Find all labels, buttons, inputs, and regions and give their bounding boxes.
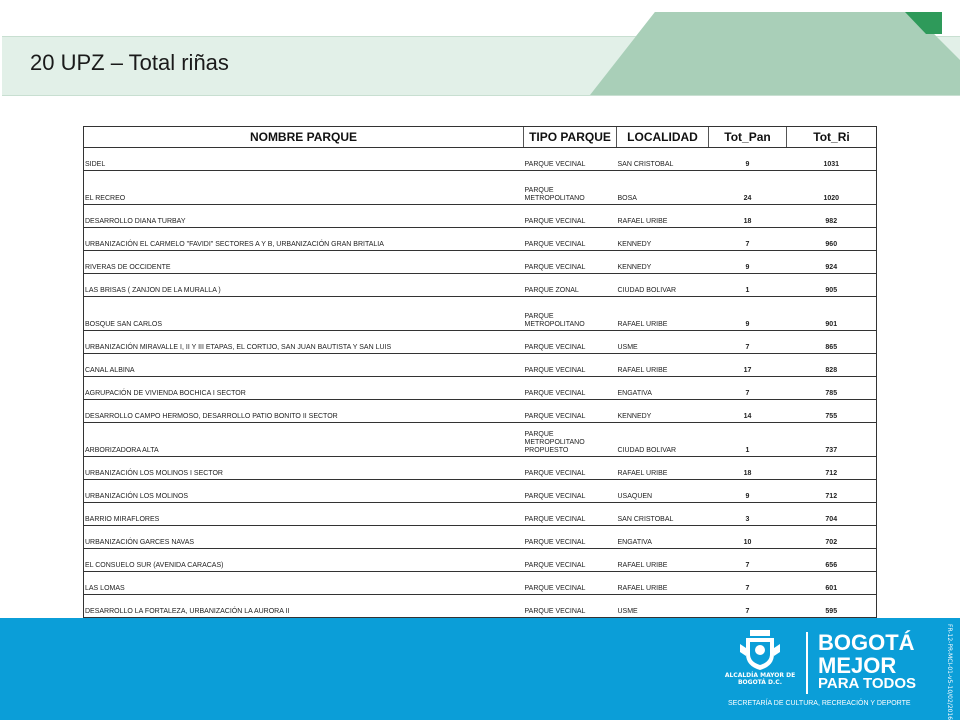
cell-tipo-parque: PARQUE VECINAL — [524, 400, 617, 423]
cell-nombre-parque: ARBORIZADORA ALTA — [84, 423, 524, 457]
cell-tot-ri: 865 — [787, 331, 877, 354]
parks-table — [83, 126, 877, 618]
cell-tot-ri: 1020 — [787, 171, 877, 205]
cell-tipo-parque: PARQUE VECINAL — [524, 457, 617, 480]
table-row — [84, 331, 877, 354]
doc-code-vertical — [943, 624, 955, 720]
cell-tot-pan: 18 — [709, 457, 787, 480]
cell-tipo-parque: PARQUE VECINAL — [524, 228, 617, 251]
cell-tot-ri: 656 — [787, 549, 877, 572]
cell-localidad: BOSA — [617, 171, 709, 205]
cell-tot-ri: 702 — [787, 526, 877, 549]
cell-localidad: SAN CRISTOBAL — [617, 503, 709, 526]
cell-nombre-parque: RIVERAS DE OCCIDENTE — [84, 251, 524, 274]
cell-tot-pan: 9 — [709, 297, 787, 331]
cell-localidad: KENNEDY — [617, 251, 709, 274]
alcaldia-label: ALCALDÍA MAYOR DE BOGOTÁ D.C. — [724, 672, 796, 686]
table-row — [84, 549, 877, 572]
table-row — [84, 377, 877, 400]
cell-tipo-parque: PARQUE VECINAL — [524, 354, 617, 377]
cell-tot-ri: 737 — [787, 423, 877, 457]
header-tipo-parque: TIPO PARQUE — [524, 127, 617, 148]
cell-tot-pan: 7 — [709, 595, 787, 618]
alcaldia-shield-icon — [738, 628, 782, 672]
cell-tot-pan: 24 — [709, 171, 787, 205]
cell-tipo-parque: PARQUE VECINAL — [524, 377, 617, 400]
table-row — [84, 171, 877, 205]
cell-tot-pan: 7 — [709, 331, 787, 354]
cell-tot-pan: 14 — [709, 400, 787, 423]
table-row — [84, 526, 877, 549]
cell-nombre-parque: LAS BRISAS ( ZANJON DE LA MURALLA ) — [84, 274, 524, 297]
header-tot-pan: Tot_Pan — [709, 127, 787, 148]
cell-tipo-parque: PARQUE VECINAL — [524, 526, 617, 549]
cell-tot-ri: 901 — [787, 297, 877, 331]
cell-tot-pan: 18 — [709, 205, 787, 228]
cell-tot-ri: 905 — [787, 274, 877, 297]
cell-nombre-parque: DESARROLLO LA FORTALEZA, URBANIZACIÓN LA AURORA II — [84, 595, 524, 618]
cell-tot-pan: 7 — [709, 377, 787, 400]
cell-nombre-parque: DESARROLLO CAMPO HERMOSO, DESARROLLO PATIO BONITO II SECTOR — [84, 400, 524, 423]
cell-nombre-parque: LAS LOMAS — [84, 572, 524, 595]
cell-localidad: USME — [617, 595, 709, 618]
table-row — [84, 503, 877, 526]
cell-tot-ri: 595 — [787, 595, 877, 618]
cell-nombre-parque: BOSQUE SAN CARLOS — [84, 297, 524, 331]
header-nombre-parque: NOMBRE PARQUE — [84, 127, 524, 148]
cell-localidad: RAFAEL URIBE — [617, 354, 709, 377]
table-row — [84, 148, 877, 171]
cell-tot-pan: 7 — [709, 549, 787, 572]
cell-nombre-parque: URBANIZACIÓN EL CARMELO "FAVIDI" SECTORES A Y B, URBANIZACIÓN GRAN BRITALIA — [84, 228, 524, 251]
cell-tot-pan: 17 — [709, 354, 787, 377]
cell-localidad: RAFAEL URIBE — [617, 572, 709, 595]
cell-tot-pan: 3 — [709, 503, 787, 526]
slide-title: 20 UPZ – Total riñas — [30, 50, 229, 75]
cell-tipo-parque: PARQUE ZONAL — [524, 274, 617, 297]
cell-localidad: KENNEDY — [617, 400, 709, 423]
table-row — [84, 457, 877, 480]
cell-tipo-parque: PARQUE VECINAL — [524, 148, 617, 171]
cell-tipo-parque: PARQUE VECINAL — [524, 480, 617, 503]
table-row — [84, 228, 877, 251]
cell-nombre-parque: DESARROLLO DIANA TURBAY — [84, 205, 524, 228]
cell-tot-ri: 960 — [787, 228, 877, 251]
table-header-row — [84, 127, 877, 148]
cell-tipo-parque: PARQUE METROPOLITANO — [524, 297, 617, 331]
brand-line-1: BOGOTÁ — [818, 630, 915, 655]
table-row — [84, 297, 877, 331]
cell-localidad: RAFAEL URIBE — [617, 205, 709, 228]
cell-tot-ri: 1031 — [787, 148, 877, 171]
bogota-mejor-logo — [818, 630, 916, 692]
cell-localidad: CIUDAD BOLIVAR — [617, 274, 709, 297]
brand-line-2: MEJOR — [818, 653, 897, 678]
cell-localidad: RAFAEL URIBE — [617, 297, 709, 331]
cell-tipo-parque: PARQUE METROPOLITANO PROPUESTO — [524, 423, 617, 457]
cell-localidad: RAFAEL URIBE — [617, 549, 709, 572]
cell-localidad: KENNEDY — [617, 228, 709, 251]
cell-nombre-parque: URBANIZACIÓN LOS MOLINOS I SECTOR — [84, 457, 524, 480]
cell-localidad: RAFAEL URIBE — [617, 457, 709, 480]
cell-tipo-parque: PARQUE VECINAL — [524, 331, 617, 354]
cell-tot-pan: 1 — [709, 423, 787, 457]
cell-localidad: ENGATIVA — [617, 377, 709, 400]
table-row — [84, 423, 877, 457]
cell-tot-ri: 601 — [787, 572, 877, 595]
cell-tot-ri: 704 — [787, 503, 877, 526]
cell-nombre-parque: EL CONSUELO SUR (AVENIDA CARACAS) — [84, 549, 524, 572]
cell-tot-ri: 785 — [787, 377, 877, 400]
cell-tot-pan: 10 — [709, 526, 787, 549]
cell-tot-pan: 7 — [709, 228, 787, 251]
cell-localidad: SAN CRISTOBAL — [617, 148, 709, 171]
cell-tipo-parque: PARQUE VECINAL — [524, 595, 617, 618]
header-tot-ri: Tot_Ri — [787, 127, 877, 148]
cell-tot-pan: 1 — [709, 274, 787, 297]
table-row — [84, 480, 877, 503]
cell-nombre-parque: URBANIZACIÓN GARCES NAVAS — [84, 526, 524, 549]
cell-tot-pan: 9 — [709, 148, 787, 171]
cell-tipo-parque: PARQUE VECINAL — [524, 503, 617, 526]
cell-tot-ri: 712 — [787, 480, 877, 503]
cell-tipo-parque: PARQUE VECINAL — [524, 251, 617, 274]
table-row — [84, 251, 877, 274]
footer-divider — [806, 632, 808, 694]
header-localidad: LOCALIDAD — [617, 127, 709, 148]
cell-localidad: USME — [617, 331, 709, 354]
cell-tot-pan: 7 — [709, 572, 787, 595]
cell-tot-ri: 982 — [787, 205, 877, 228]
cell-tot-pan: 9 — [709, 480, 787, 503]
cell-tot-pan: 9 — [709, 251, 787, 274]
cell-tot-ri: 828 — [787, 354, 877, 377]
cell-nombre-parque: BARRIO MIRAFLORES — [84, 503, 524, 526]
cell-tot-ri: 755 — [787, 400, 877, 423]
cell-tot-ri: 924 — [787, 251, 877, 274]
table-row — [84, 595, 877, 618]
cell-tipo-parque: PARQUE VECINAL — [524, 549, 617, 572]
cell-nombre-parque: SIDEL — [84, 148, 524, 171]
cell-tipo-parque: PARQUE VECINAL — [524, 205, 617, 228]
table-row — [84, 274, 877, 297]
table-row — [84, 205, 877, 228]
brand-line-3: PARA TODOS — [818, 675, 917, 692]
cell-nombre-parque: AGRUPACIÓN DE VIVIENDA BOCHICA I SECTOR — [84, 377, 524, 400]
doc-code-text: FR-12-PR-MCI-01-v5-10/02/2016 — [946, 624, 953, 720]
table-row — [84, 354, 877, 377]
cell-nombre-parque: URBANIZACIÓN MIRAVALLE I, II Y III ETAPAS, EL CORTIJO, SAN JUAN BAUTISTA Y SAN LUIS — [84, 331, 524, 354]
cell-nombre-parque: EL RECREO — [84, 171, 524, 205]
table-row — [84, 572, 877, 595]
cell-tipo-parque: PARQUE METROPOLITANO — [524, 171, 617, 205]
secretaria-label: SECRETARÍA DE CULTURA, RECREACIÓN Y DEPORTE — [728, 700, 911, 707]
table-row — [84, 400, 877, 423]
cell-nombre-parque: CANAL ALBINA — [84, 354, 524, 377]
cell-localidad: ENGATIVA — [617, 526, 709, 549]
cell-localidad: USAQUEN — [617, 480, 709, 503]
cell-nombre-parque: URBANIZACIÓN LOS MOLINOS — [84, 480, 524, 503]
cell-tipo-parque: PARQUE VECINAL — [524, 572, 617, 595]
cell-localidad: CIUDAD BOLIVAR — [617, 423, 709, 457]
cell-tot-ri: 712 — [787, 457, 877, 480]
